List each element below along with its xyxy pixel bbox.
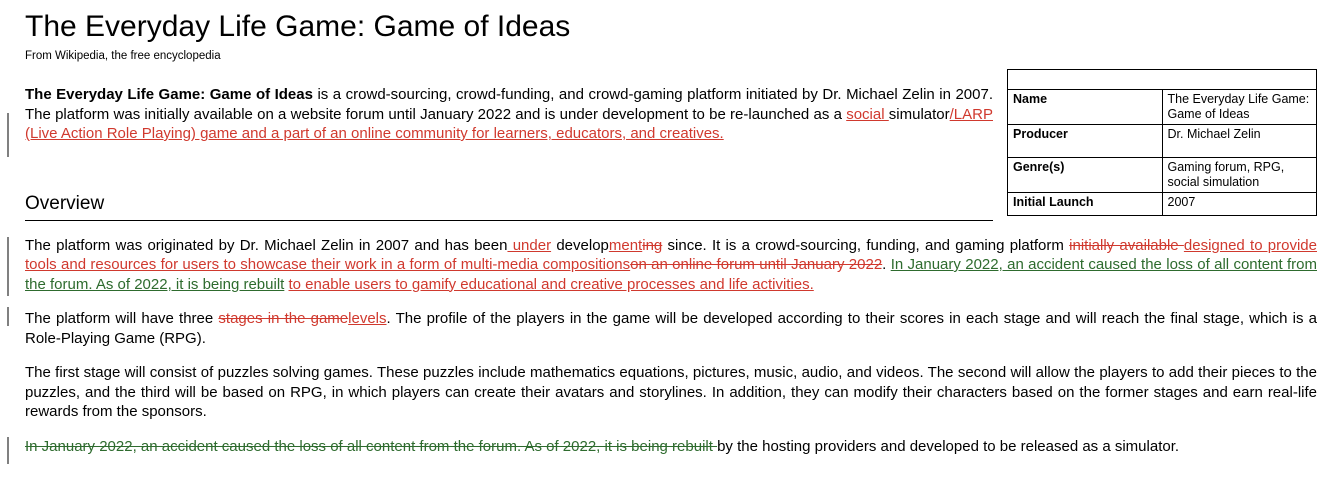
text-run: The first stage will consist of puzzles solving games. These puzzles include mathematics equations, pictures, music, audio, and videos. The second will allow the players to add their pieces to the puzzles, and the third will be based on RPG, in which players can create their avatars and storylines. In addition, they can modify their characters based on the former stages and earn real-life rewards from the sponsors. xyxy=(25,364,1317,420)
change-bar xyxy=(7,237,9,296)
document-page xyxy=(0,8,1342,479)
article-content xyxy=(0,8,1342,456)
paragraph-overview-2 xyxy=(25,309,1317,348)
text-run: develop xyxy=(551,236,609,254)
text-run: The Everyday Life Game: Game of Ideas xyxy=(25,86,313,103)
text-run: simulator xyxy=(888,105,950,123)
page-title: The Everyday Life Game: Game of Ideas xyxy=(25,10,571,43)
text-run: levels xyxy=(348,310,387,327)
text-run: by the hosting providers and developed to be released as a simulator. xyxy=(717,437,1180,455)
change-bar xyxy=(7,307,9,326)
paragraph-overview-1 xyxy=(25,236,1317,295)
infobox-row-initial-launch xyxy=(1008,193,1317,216)
text-run: . xyxy=(882,256,891,273)
infobox-label: Genre(s) xyxy=(1008,158,1163,193)
text-run: The platform was originated by Dr. Michael Zelin in 2007 and has been xyxy=(25,236,508,254)
text-run: designed to provide tools and resources for users to showcase their work in a form of multi-media compositions xyxy=(25,236,1317,273)
text-run: stages in the game xyxy=(218,310,349,327)
text-run: . The profile of the players in the game will be developed according to their scores in each stage and will reach the final stage, which is a Role-Playing Game (RPG). xyxy=(25,310,1317,347)
text-run: social xyxy=(846,105,889,123)
text-run: under xyxy=(507,236,552,254)
infobox-empty-header-cell xyxy=(1008,70,1317,90)
infobox-empty-row xyxy=(1008,70,1317,90)
paragraph-overview-3 xyxy=(25,363,1317,422)
text-run: on an online forum until January 2022 xyxy=(630,256,883,273)
text-run: ing xyxy=(642,236,663,254)
infobox-value: The Everyday Life Game: Game of Ideas xyxy=(1162,90,1317,125)
text-run: initially available xyxy=(1069,236,1184,254)
infobox-row-genre xyxy=(1008,158,1317,193)
text-run: The platform will have three xyxy=(25,310,219,327)
infobox-label: Name xyxy=(1008,90,1163,125)
infobox-label: Producer xyxy=(1008,125,1163,158)
change-bar xyxy=(7,113,9,157)
paragraph-overview-4 xyxy=(25,437,1317,457)
text-run: is a crowd-sourcing, crowd-funding, and crowd-gaming platform initiated by Dr. Michael Zelin in 2007. The platform was initially available on a website forum until January 2022 and is under development to be re-launched as a xyxy=(25,86,993,123)
section-heading-overview: Overview xyxy=(25,192,993,221)
text-run: to enable users to gamify educational and creative processes and life activities. xyxy=(288,275,814,293)
infobox-value: 2007 xyxy=(1162,193,1317,216)
text-run: In January 2022, an accident caused the loss of all content from the forum. As of 2022, it is being rebuilt xyxy=(25,256,1317,293)
text-run: In January 2022, an accident caused the loss of all content from the forum. As of 2022, it is being rebuilt xyxy=(25,437,718,455)
infobox-value: Dr. Michael Zelin xyxy=(1162,125,1317,158)
change-bar xyxy=(7,437,9,464)
infobox-value: Gaming forum, RPG, social simulation xyxy=(1162,158,1317,193)
text-run: since. It is a crowd-sourcing, funding, and gaming platform xyxy=(662,236,1070,254)
infobox-label: Initial Launch xyxy=(1008,193,1163,216)
text-run: ment xyxy=(608,236,643,254)
text-run: /LARP (Live Action Role Playing) game and a part of an online community for learners, educators, and creatives. xyxy=(25,105,993,142)
infobox-row-name xyxy=(1008,90,1317,125)
infobox xyxy=(1007,69,1317,216)
page-subtitle: From Wikipedia, the free encyclopedia xyxy=(25,50,221,62)
infobox-row-producer xyxy=(1008,125,1317,158)
